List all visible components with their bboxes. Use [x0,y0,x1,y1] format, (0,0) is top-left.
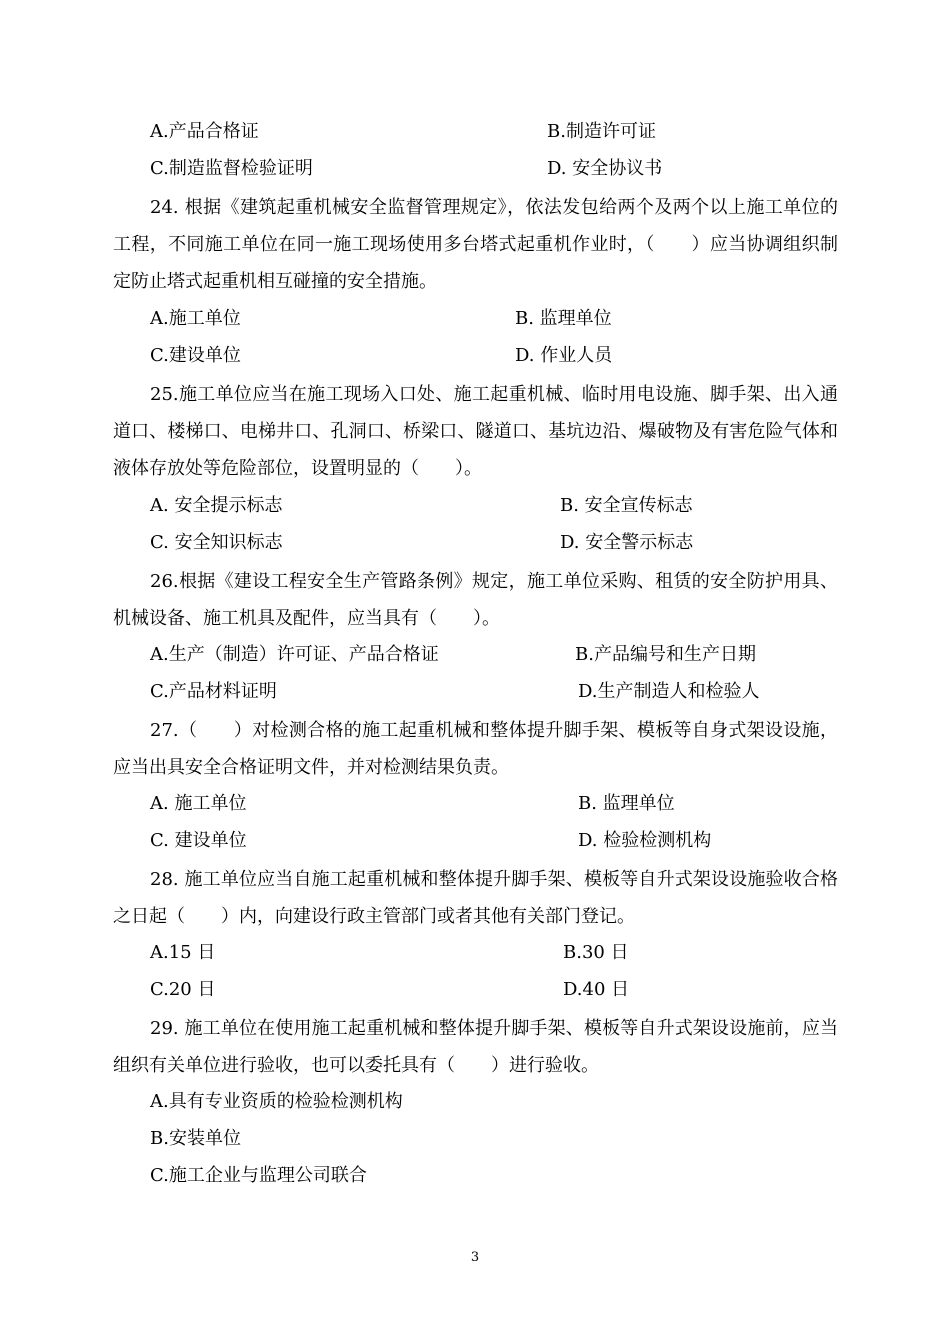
q25-option-c: C. 安全知识标志 [150,532,283,553]
q27-option-d: D. 检验检测机构 [578,830,712,851]
q26-option-d: D.生产制造人和检验人 [578,681,760,702]
q29-option-b: B.安装单位 [150,1128,241,1149]
q29-option-c: C.施工企业与监理公司联合 [150,1165,367,1186]
q28-option-c: C.20 日 [150,979,216,1000]
q28-option-d: D.40 日 [563,979,630,1000]
q24-option-c: C.建设单位 [150,345,241,366]
q26-stem: 26.根据《建设工程安全生产管路条例》规定，施工单位采购、租赁的安全防护用具、机械设备、施工机具及配件，应当具有（ ）。 [113,571,838,629]
q28-stem: 28. 施工单位应当自施工起重机械和整体提升脚手架、模板等自升式架设设施验收合格之日起（ ）内，向建设行政主管部门或者其他有关部门登记。 [113,869,838,927]
q24-option-b: B. 监理单位 [515,308,612,329]
q26-option-c: C.产品材料证明 [150,681,277,702]
q25-option-b: B. 安全宣传标志 [560,495,693,516]
q25-option-a: A. 安全提示标志 [150,495,283,516]
q27-option-a: A. 施工单位 [150,793,247,814]
q29-stem: 29. 施工单位在使用施工起重机械和整体提升脚手架、模板等自升式架设设施前，应当组织有关单位进行验收，也可以委托具有（ ）进行验收。 [113,1018,838,1076]
page-number: 3 [470,1250,480,1265]
q23-option-d: D. 安全协议书 [547,158,663,179]
q24-option-d: D. 作业人员 [515,345,613,366]
q23-option-b: B.制造许可证 [547,121,656,142]
q27-stem: 27.（ ）对检测合格的施工起重机械和整体提升脚手架、模板等自身式架设设施，应当出具安全合格证明文件，并对检测结果负责。 [113,720,838,778]
q26-option-b: B.产品编号和生产日期 [575,644,756,665]
q28-option-b: B.30 日 [563,942,629,963]
q28-option-a: A.15 日 [150,942,216,963]
q23-option-a: A.产品合格证 [150,121,259,142]
q24-stem: 24. 根据《建筑起重机械安全监督管理规定》，依法发包给两个及两个以上施工单位的工程，不同施工单位在同一施工现场使用多台塔式起重机作业时，（ ）应当协调组织制定防止塔式起重机相互碰撞的安全措施。 [113,197,838,292]
q24-option-a: A.施工单位 [150,308,241,329]
q29-option-a: A.具有专业资质的检验检测机构 [150,1091,403,1112]
q27-option-b: B. 监理单位 [578,793,675,814]
q25-stem: 25.施工单位应当在施工现场入口处、施工起重机械、临时用电设施、脚手架、出入通道口、楼梯口、电梯井口、孔洞口、桥梁口、隧道口、基坑边沿、爆破物及有害危险气体和液体存放处等危险部位，设置明显的（ ）。 [113,384,838,479]
q27-option-c: C. 建设单位 [150,830,247,851]
q25-option-d: D. 安全警示标志 [560,532,694,553]
q23-option-c: C.制造监督检验证明 [150,158,313,179]
q26-option-a: A.生产（制造）许可证、产品合格证 [150,644,439,665]
